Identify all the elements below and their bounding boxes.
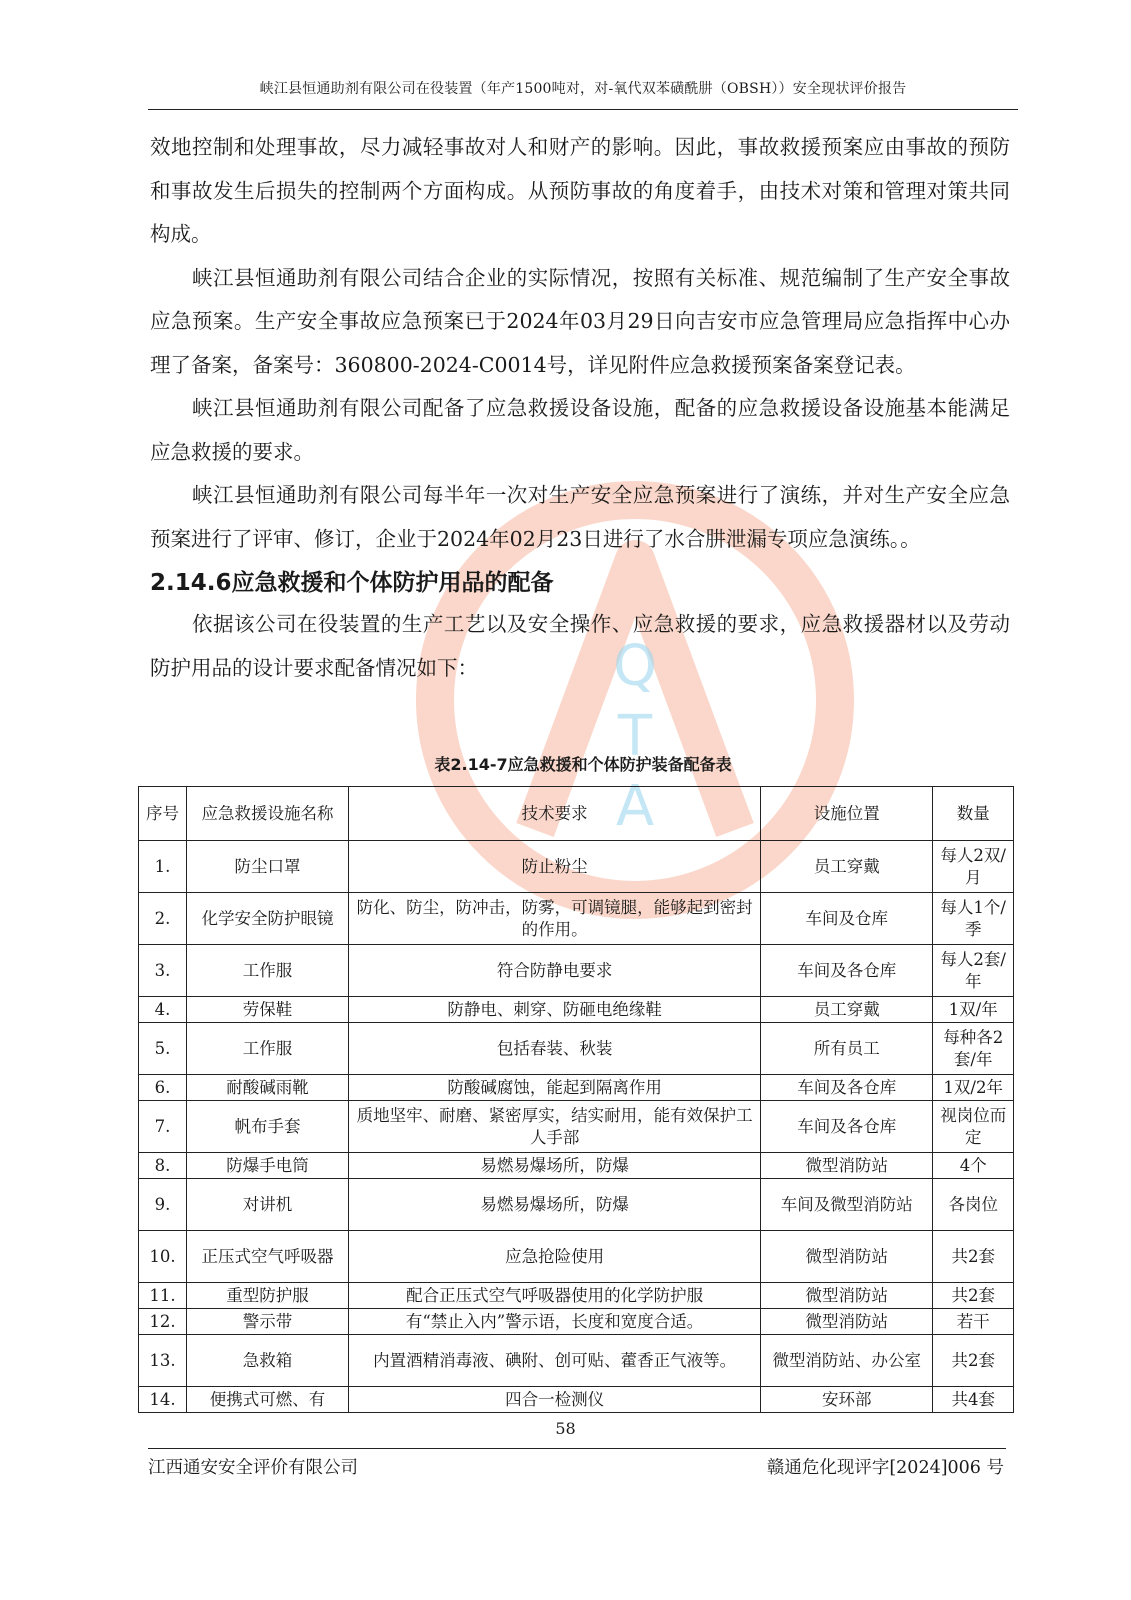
cell-requirement: 质地坚牢、耐磨、紧密厚实，结实耐用，能有效保护工人手部 bbox=[349, 1101, 761, 1153]
cell-location: 车间及各仓库 bbox=[761, 1075, 933, 1101]
table-row bbox=[139, 1335, 1014, 1387]
cell-quantity: 共2套 bbox=[933, 1335, 1014, 1387]
cell-name: 警示带 bbox=[186, 1309, 348, 1335]
cell-quantity: 每种各2套/年 bbox=[933, 1023, 1014, 1075]
footer-rule bbox=[148, 1448, 1006, 1449]
cell-quantity: 共2套 bbox=[933, 1283, 1014, 1309]
cell-location: 安环部 bbox=[761, 1387, 933, 1413]
cell-name: 劳保鞋 bbox=[186, 997, 348, 1023]
header-rule bbox=[148, 109, 1018, 110]
cell-location: 车间及微型消防站 bbox=[761, 1179, 933, 1231]
watermark-letter-q: Q bbox=[612, 634, 658, 699]
cell-requirement: 应急抢险使用 bbox=[349, 1231, 761, 1283]
cell-index: 7. bbox=[139, 1101, 187, 1153]
cell-location: 员工穿戴 bbox=[761, 997, 933, 1023]
header-cell-quantity: 数量 bbox=[933, 787, 1014, 841]
table-row bbox=[139, 1387, 1014, 1413]
table-row bbox=[139, 1023, 1014, 1075]
cell-name: 防尘口罩 bbox=[186, 841, 348, 893]
cell-location: 微型消防站 bbox=[761, 1153, 933, 1179]
header-cell-requirement: 技术要求 bbox=[349, 787, 761, 841]
table-header-row bbox=[139, 787, 1014, 841]
header-cell-index: 序号 bbox=[139, 787, 187, 841]
section-intro: 依据该公司在役装置的生产工艺以及安全操作、应急救援的要求，应急救援器材以及劳动防护用品的设计要求配备情况如下： bbox=[150, 612, 1010, 680]
footer-doc-number: 赣通危化现评字[2024]006 号 bbox=[766, 1458, 1004, 1478]
cell-requirement: 有“禁止入内”警示语，长度和宽度合适。 bbox=[349, 1309, 761, 1335]
cell-quantity: 共2套 bbox=[933, 1231, 1014, 1283]
page-header-title: 峡江县恒通助剂有限公司在役装置（年产1500吨对，对-氧代双苯磺酰肼（OBSH））安全现状评价报告 bbox=[259, 81, 907, 97]
header-cell-name: 应急救援设施名称 bbox=[186, 787, 348, 841]
cell-index: 6. bbox=[139, 1075, 187, 1101]
paragraph-4: 峡江县恒通助剂有限公司每半年一次对生产安全应急预案进行了演练，并对生产安全应急预案进行了评审、修订，企业于2024年02月23日进行了水合肼泄漏专项应急演练。。 bbox=[150, 483, 1010, 551]
cell-location: 微型消防站 bbox=[761, 1231, 933, 1283]
cell-quantity: 1双/2年 bbox=[933, 1075, 1014, 1101]
cell-name: 对讲机 bbox=[186, 1179, 348, 1231]
cell-quantity: 每人2套/年 bbox=[933, 945, 1014, 997]
cell-name: 正压式空气呼吸器 bbox=[186, 1231, 348, 1283]
cell-requirement: 防止粉尘 bbox=[349, 841, 761, 893]
equipment-table bbox=[138, 786, 1014, 1413]
cell-location: 微型消防站 bbox=[761, 1309, 933, 1335]
cell-index: 12. bbox=[139, 1309, 187, 1335]
cell-index: 1. bbox=[139, 841, 187, 893]
cell-location: 车间及仓库 bbox=[761, 893, 933, 945]
cell-location: 车间及各仓库 bbox=[761, 945, 933, 997]
body-content bbox=[150, 126, 1010, 690]
cell-requirement: 包括春装、秋装 bbox=[349, 1023, 761, 1075]
cell-index: 10. bbox=[139, 1231, 187, 1283]
cell-index: 9. bbox=[139, 1179, 187, 1231]
cell-index: 14. bbox=[139, 1387, 187, 1413]
cell-requirement: 防酸碱腐蚀，能起到隔离作用 bbox=[349, 1075, 761, 1101]
cell-location: 微型消防站 bbox=[761, 1283, 933, 1309]
table-row bbox=[139, 945, 1014, 997]
cell-requirement: 四合一检测仪 bbox=[349, 1387, 761, 1413]
cell-name: 帆布手套 bbox=[186, 1101, 348, 1153]
watermark-letter-a: A bbox=[615, 774, 655, 839]
header-cell-location: 设施位置 bbox=[761, 787, 933, 841]
cell-name: 急救箱 bbox=[186, 1335, 348, 1387]
cell-location: 员工穿戴 bbox=[761, 841, 933, 893]
watermark-letter-t: T bbox=[617, 704, 653, 769]
cell-requirement: 防静电、刺穿、防砸电绝缘鞋 bbox=[349, 997, 761, 1023]
page-number: 58 bbox=[555, 1419, 576, 1438]
cell-requirement: 内置酒精消毒液、碘附、创可贴、藿香正气液等。 bbox=[349, 1335, 761, 1387]
cell-requirement: 易燃易爆场所，防爆 bbox=[349, 1179, 761, 1231]
cell-name: 耐酸碱雨靴 bbox=[186, 1075, 348, 1101]
cell-quantity: 视岗位而定 bbox=[933, 1101, 1014, 1153]
cell-name: 工作服 bbox=[186, 1023, 348, 1075]
cell-name: 便携式可燃、有 bbox=[186, 1387, 348, 1413]
cell-index: 11. bbox=[139, 1283, 187, 1309]
cell-requirement: 防化、防尘，防冲击，防雾，可调镜腿，能够起到密封的作用。 bbox=[349, 893, 761, 945]
table-row bbox=[139, 1283, 1014, 1309]
paragraph-1: 效地控制和处理事故，尽力减轻事故对人和财产的影响。因此，事故救援预案应由事故的预防和事故发生后损失的控制两个方面构成。从预防事故的角度着手，由技术对策和管理对策共同构成。 bbox=[150, 135, 1010, 246]
cell-name: 重型防护服 bbox=[186, 1283, 348, 1309]
table-row bbox=[139, 841, 1014, 893]
cell-index: 3. bbox=[139, 945, 187, 997]
cell-requirement: 配合正压式空气呼吸器使用的化学防护服 bbox=[349, 1283, 761, 1309]
cell-quantity: 各岗位 bbox=[933, 1179, 1014, 1231]
cell-quantity: 每人1个/季 bbox=[933, 893, 1014, 945]
cell-location: 微型消防站、办公室 bbox=[761, 1335, 933, 1387]
table-row bbox=[139, 1101, 1014, 1153]
cell-index: 13. bbox=[139, 1335, 187, 1387]
cell-index: 4. bbox=[139, 997, 187, 1023]
cell-name: 化学安全防护眼镜 bbox=[186, 893, 348, 945]
table-row bbox=[139, 1231, 1014, 1283]
cell-index: 2. bbox=[139, 893, 187, 945]
table-row bbox=[139, 1153, 1014, 1179]
cell-quantity: 共4套 bbox=[933, 1387, 1014, 1413]
cell-quantity: 1双/年 bbox=[933, 997, 1014, 1023]
section-heading: 2.14.6应急救援和个体防护用品的配备 bbox=[150, 570, 554, 596]
cell-requirement: 易燃易爆场所，防爆 bbox=[349, 1153, 761, 1179]
cell-quantity: 4个 bbox=[933, 1153, 1014, 1179]
paragraph-2: 峡江县恒通助剂有限公司结合企业的实际情况，按照有关标准、规范编制了生产安全事故应急预案。生产安全事故应急预案已于2024年03月29日向吉安市应急管理局应急指挥中心办理了备案，备案号：360800-2024-C0014号，详见附件应急救援预案备案登记表。 bbox=[150, 265, 1010, 377]
cell-quantity: 若干 bbox=[933, 1309, 1014, 1335]
table-row bbox=[139, 1309, 1014, 1335]
footer-company: 江西通安安全评价有限公司 bbox=[148, 1458, 358, 1478]
table-row bbox=[139, 1075, 1014, 1101]
paragraph-3: 峡江县恒通助剂有限公司配备了应急救援设备设施，配备的应急救援设备设施基本能满足应急救援的要求。 bbox=[150, 396, 1010, 464]
cell-index: 5. bbox=[139, 1023, 187, 1075]
cell-name: 防爆手电筒 bbox=[186, 1153, 348, 1179]
table-row bbox=[139, 997, 1014, 1023]
table-row bbox=[139, 893, 1014, 945]
cell-quantity: 每人2双/月 bbox=[933, 841, 1014, 893]
cell-location: 所有员工 bbox=[761, 1023, 933, 1075]
cell-requirement: 符合防静电要求 bbox=[349, 945, 761, 997]
table-caption: 表2.14-7应急救援和个体防护装备配备表 bbox=[434, 755, 732, 774]
cell-location: 车间及各仓库 bbox=[761, 1101, 933, 1153]
cell-index: 8. bbox=[139, 1153, 187, 1179]
table-row bbox=[139, 1179, 1014, 1231]
cell-name: 工作服 bbox=[186, 945, 348, 997]
